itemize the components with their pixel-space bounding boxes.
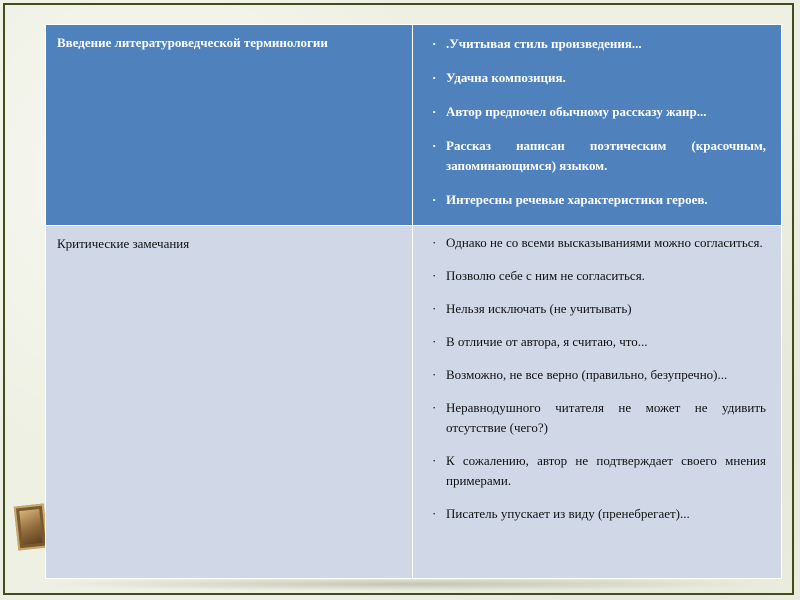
bullet-icon: · (432, 104, 437, 119)
list-item (432, 68, 766, 88)
critique-items-cell (413, 226, 782, 579)
list-item-text: .Учитывая стиль произведения... (446, 36, 642, 51)
bullet-icon: · (432, 367, 437, 382)
list-item (432, 451, 766, 491)
list-item (432, 233, 766, 253)
list-item (432, 190, 766, 210)
bullet-icon: · (432, 400, 437, 415)
list-item (432, 398, 766, 438)
bullet-icon: · (432, 235, 437, 250)
critique-label: Критические замечания (57, 236, 190, 251)
bullet-icon: · (432, 70, 437, 85)
bullet-icon: · (432, 138, 437, 153)
intro-list (414, 26, 780, 210)
list-item (432, 136, 766, 176)
list-item-text: Писатель упускает из виду (пренебрегает)... (446, 506, 690, 521)
list-item-text: К сожалению, автор не подтверждает своего мнения примерами. (446, 453, 766, 488)
list-item (432, 34, 766, 54)
list-item-text: Интересны речевые характеристики героев. (446, 192, 708, 207)
bullet-icon: · (432, 192, 437, 207)
list-item (432, 332, 766, 352)
list-item-text: Автор предпочел обычному рассказу жанр... (446, 104, 707, 119)
book-picture-inner (19, 509, 42, 545)
bullet-icon: · (432, 453, 437, 468)
list-item-text: Рассказ написан поэтическим (красочным, запоминающимся) языком. (446, 138, 766, 173)
list-item-text: Возможно, не все верно (правильно, безупречно)... (446, 367, 728, 382)
intro-items-cell (413, 25, 782, 226)
table-row-critique (46, 226, 782, 579)
list-item (432, 504, 766, 524)
intro-label-cell (46, 25, 413, 226)
list-item (432, 102, 766, 122)
intro-label: Введение литературоведческой терминологии (57, 35, 328, 50)
list-item-text: В отличие от автора, я считаю, что... (446, 334, 648, 349)
list-item-text: Удачна композиция. (446, 70, 566, 85)
phrases-table (45, 24, 782, 579)
bullet-icon: · (432, 301, 437, 316)
list-item-text: Нельзя исключать (не учитывать) (446, 301, 632, 316)
list-item (432, 299, 766, 319)
critique-list (414, 227, 780, 524)
bullet-icon: · (432, 36, 437, 51)
bullet-icon: · (432, 506, 437, 521)
list-item (432, 266, 766, 286)
list-item-text: Позволю себе с ним не согласиться. (446, 268, 645, 283)
table-row-intro (46, 25, 782, 226)
bullet-icon: · (432, 334, 437, 349)
book-picture-decoration (14, 504, 48, 551)
list-item-text: Неравнодушного читателя не может не удивить отсутствие (чего?) (446, 400, 766, 435)
bullet-icon: · (432, 268, 437, 283)
list-item (432, 365, 766, 385)
table-shadow (40, 577, 760, 591)
list-item-text: Однако не со всеми высказываниями можно согласиться. (446, 235, 763, 250)
critique-label-cell (46, 226, 413, 579)
